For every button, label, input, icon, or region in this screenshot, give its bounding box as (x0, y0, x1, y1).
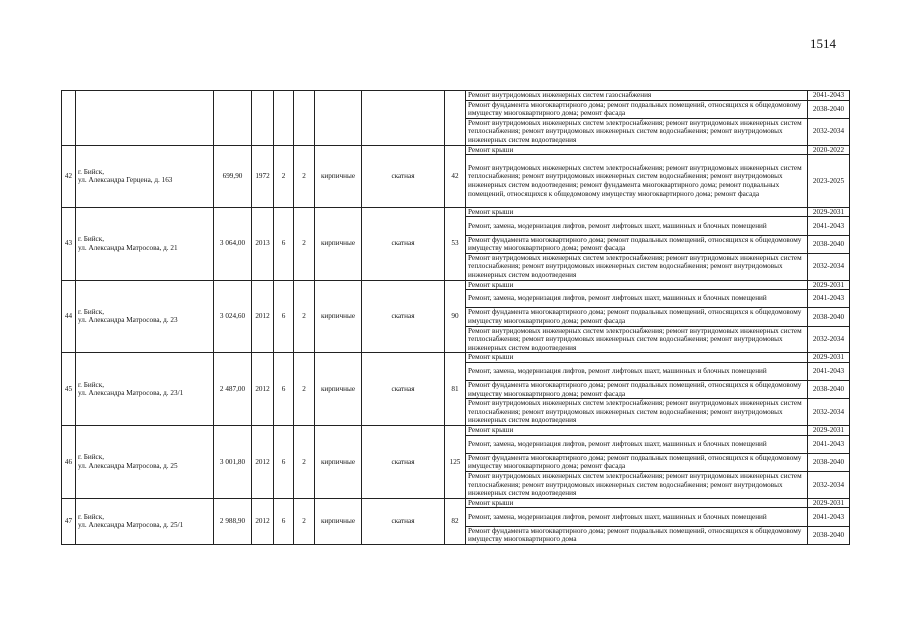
floors-count: 6 (274, 353, 294, 426)
entrances-count: 2 (294, 207, 315, 280)
work-period: 2041-2043 (808, 91, 850, 101)
year-built: 2012 (252, 498, 274, 544)
building-address (76, 207, 214, 280)
address-city: г. Бийск, (78, 512, 105, 521)
work-period: 2038-2040 (808, 381, 850, 399)
work-description: Ремонт крыши (466, 353, 808, 363)
work-description: Ремонт внутридомовых инженерных систем электроснабжения; ремонт внутридомовых инженерных систем теплоснабжения; ремонт внутридомовых инженерных систем водоснабжения; ремонт внутридомовых инженерных систем водоотведения (466, 326, 808, 353)
work-period: 2029-2031 (808, 280, 850, 290)
work-period: 2038-2040 (808, 453, 850, 471)
work-description: Ремонт крыши (466, 145, 808, 155)
work-description: Ремонт, замена, модернизация лифтов, ремонт лифтовых шахт, машинных и блочных помещений (466, 290, 808, 308)
work-description: Ремонт, замена, модернизация лифтов, ремонт лифтовых шахт, машинных и блочных помещений (466, 508, 808, 526)
work-period: 2038-2040 (808, 308, 850, 326)
work-period: 2041-2043 (808, 508, 850, 526)
work-description: Ремонт, замена, модернизация лифтов, ремонт лифтовых шахт, машинных и блочных помещений (466, 362, 808, 380)
work-description: Ремонт, замена, модернизация лифтов, ремонт лифтовых шахт, машинных и блочных помещений (466, 435, 808, 453)
residents-count: 81 (445, 353, 466, 426)
roof-type: скатная (362, 353, 445, 426)
address-street: ул. Александра Матросова, д. 21 (78, 243, 178, 252)
total-area: 3 064,00 (214, 207, 252, 280)
building-number: 43 (62, 207, 76, 280)
entrances-count: 2 (294, 498, 315, 544)
entrances-count: 2 (294, 145, 315, 207)
roof-type: скатная (362, 498, 445, 544)
year-built: 2012 (252, 280, 274, 353)
wall-material: кирпичные (315, 145, 362, 207)
building-number: 46 (62, 426, 76, 499)
wall-material: кирпичные (315, 498, 362, 544)
year-built: 2013 (252, 207, 274, 280)
housing-register-table (61, 90, 850, 545)
work-period: 2032-2034 (808, 253, 850, 280)
work-period: 2038-2040 (808, 526, 850, 544)
address-city: г. Бийск, (78, 380, 105, 389)
work-period: 2020-2022 (808, 145, 850, 155)
address-city: г. Бийск, (78, 167, 105, 176)
residents-count: 82 (445, 498, 466, 544)
table-row (62, 145, 850, 155)
empty-walls-cell (315, 91, 362, 146)
work-period: 2041-2043 (808, 290, 850, 308)
work-period: 2038-2040 (808, 235, 850, 253)
work-period: 2032-2034 (808, 118, 850, 145)
work-period: 2023-2025 (808, 155, 850, 208)
work-description: Ремонт внутридомовых инженерных систем электроснабжения; ремонт внутридомовых инженерных систем теплоснабжения; ремонт внутридомовых инженерных систем водоснабжения; ремонт внутридомовых инженерных систем водоотведения (466, 253, 808, 280)
total-area: 3 001,80 (214, 426, 252, 499)
empty-area-cell (214, 91, 252, 146)
work-period: 2038-2040 (808, 100, 850, 118)
work-period: 2032-2034 (808, 326, 850, 353)
work-description: Ремонт фундамента многоквартирного дома; ремонт подвальных помещений, относящихся к общедомовому имуществу многоквартирного дома; ремонт фасада (466, 453, 808, 471)
work-period: 2041-2043 (808, 217, 850, 235)
wall-material: кирпичные (315, 353, 362, 426)
table-body (62, 91, 850, 545)
work-description: Ремонт крыши (466, 207, 808, 217)
work-description: Ремонт внутридомовых инженерных систем электроснабжения; ремонт внутридомовых инженерных систем теплоснабжения; ремонт внутридомовых инженерных систем водоснабжения; ремонт внутридомовых инженерных систем водоотведения (466, 118, 808, 145)
year-built: 1972 (252, 145, 274, 207)
building-number: 44 (62, 280, 76, 353)
address-city: г. Бийск, (78, 235, 105, 244)
work-period: 2029-2031 (808, 426, 850, 436)
floors-count: 2 (274, 145, 294, 207)
address-street: ул. Александра Матросова, д. 25/1 (78, 521, 184, 530)
roof-type: скатная (362, 207, 445, 280)
floors-count: 6 (274, 498, 294, 544)
work-period: 2032-2034 (808, 399, 850, 426)
table-row (62, 280, 850, 290)
floors-count: 6 (274, 280, 294, 353)
work-description: Ремонт внутридомовых инженерных систем электроснабжения; ремонт внутридомовых инженерных систем теплоснабжения; ремонт внутридомовых инженерных систем водоснабжения; ремонт внутридомовых инженерных систем водоотведения (466, 399, 808, 426)
page-number: 1514 (810, 36, 836, 51)
work-period: 2029-2031 (808, 207, 850, 217)
work-description: Ремонт фундамента многоквартирного дома; ремонт подвальных помещений, относящихся к общедомовому имуществу многоквартирного дома; ремонт фасада (466, 381, 808, 399)
work-description: Ремонт внутридомовых инженерных систем электроснабжения; ремонт внутридомовых инженерных систем теплоснабжения; ремонт внутридомовых инженерных систем водоснабжения; ремонт внутридомовых инженерных систем водоотведения (466, 472, 808, 499)
empty-residents-cell (445, 91, 466, 146)
total-area: 2 988,90 (214, 498, 252, 544)
work-description: Ремонт фундамента многоквартирного дома; ремонт подвальных помещений, относящихся к общедомовому имуществу многоквартирного дома; ремонт фасада (466, 100, 808, 118)
address-city: г. Бийск, (78, 453, 105, 462)
building-address (76, 426, 214, 499)
address-street: ул. Александра Матросова, д. 23/1 (78, 389, 184, 398)
residents-count: 90 (445, 280, 466, 353)
work-description: Ремонт крыши (466, 426, 808, 436)
building-address (76, 280, 214, 353)
table-row (62, 498, 850, 508)
work-period: 2041-2043 (808, 435, 850, 453)
total-area: 2 487,00 (214, 353, 252, 426)
work-description: Ремонт фундамента многоквартирного дома; ремонт подвальных помещений, относящихся к общедомовому имуществу многоквартирного дома; ремонт фасада (466, 235, 808, 253)
table-row (62, 207, 850, 217)
roof-type: скатная (362, 426, 445, 499)
entrances-count: 2 (294, 353, 315, 426)
work-description: Ремонт крыши (466, 498, 808, 508)
roof-type: скатная (362, 145, 445, 207)
building-number: 42 (62, 145, 76, 207)
total-area: 699,90 (214, 145, 252, 207)
work-description: Ремонт, замена, модернизация лифтов, ремонт лифтовых шахт, машинных и блочных помещений (466, 217, 808, 235)
work-description: Ремонт внутридомовых инженерных систем электроснабжения; ремонт внутридомовых инженерных систем теплоснабжения; ремонт внутридомовых инженерных систем водоснабжения; ремонт внутридомовых инженерных систем водоотведения; ремонт фундамента многоквартирного дома; ремонт подвальных помещений, относящихся к общедомовому имуществу многоквартирного дома; ремонт фасада (466, 155, 808, 208)
work-description: Ремонт внутридомовых инженерных систем газоснабжения (466, 91, 808, 101)
entrances-count: 2 (294, 280, 315, 353)
work-period: 2032-2034 (808, 472, 850, 499)
table-row (62, 426, 850, 436)
residents-count: 42 (445, 145, 466, 207)
building-number: 47 (62, 498, 76, 544)
work-description: Ремонт фундамента многоквартирного дома; ремонт подвальных помещений, относящихся к общедомовому имуществу многоквартирного дома (466, 526, 808, 544)
table-row (62, 91, 850, 101)
work-period: 2029-2031 (808, 353, 850, 363)
address-street: ул. Александра Герцена, д. 163 (78, 176, 173, 185)
wall-material: кирпичные (315, 426, 362, 499)
address-street: ул. Александра Матросова, д. 23 (78, 316, 178, 325)
year-built: 2012 (252, 353, 274, 426)
floors-count: 6 (274, 207, 294, 280)
empty-roof-cell (362, 91, 445, 146)
work-description: Ремонт крыши (466, 280, 808, 290)
empty-floors-cell (274, 91, 294, 146)
roof-type: скатная (362, 280, 445, 353)
work-period: 2029-2031 (808, 498, 850, 508)
building-address (76, 498, 214, 544)
year-built: 2012 (252, 426, 274, 499)
empty-year-cell (252, 91, 274, 146)
empty-entrances-cell (294, 91, 315, 146)
entrances-count: 2 (294, 426, 315, 499)
address-street: ул. Александра Матросова, д. 25 (78, 461, 178, 470)
wall-material: кирпичные (315, 207, 362, 280)
floors-count: 6 (274, 426, 294, 499)
empty-addr-cell (76, 91, 214, 146)
work-period: 2041-2043 (808, 362, 850, 380)
wall-material: кирпичные (315, 280, 362, 353)
table-row (62, 353, 850, 363)
building-address (76, 145, 214, 207)
work-description: Ремонт фундамента многоквартирного дома; ремонт подвальных помещений, относящихся к общедомовому имуществу многоквартирного дома; ремонт фасада (466, 308, 808, 326)
building-address (76, 353, 214, 426)
residents-count: 125 (445, 426, 466, 499)
address-city: г. Бийск, (78, 307, 105, 316)
residents-count: 53 (445, 207, 466, 280)
building-number: 45 (62, 353, 76, 426)
empty-num-cell (62, 91, 76, 146)
total-area: 3 024,60 (214, 280, 252, 353)
